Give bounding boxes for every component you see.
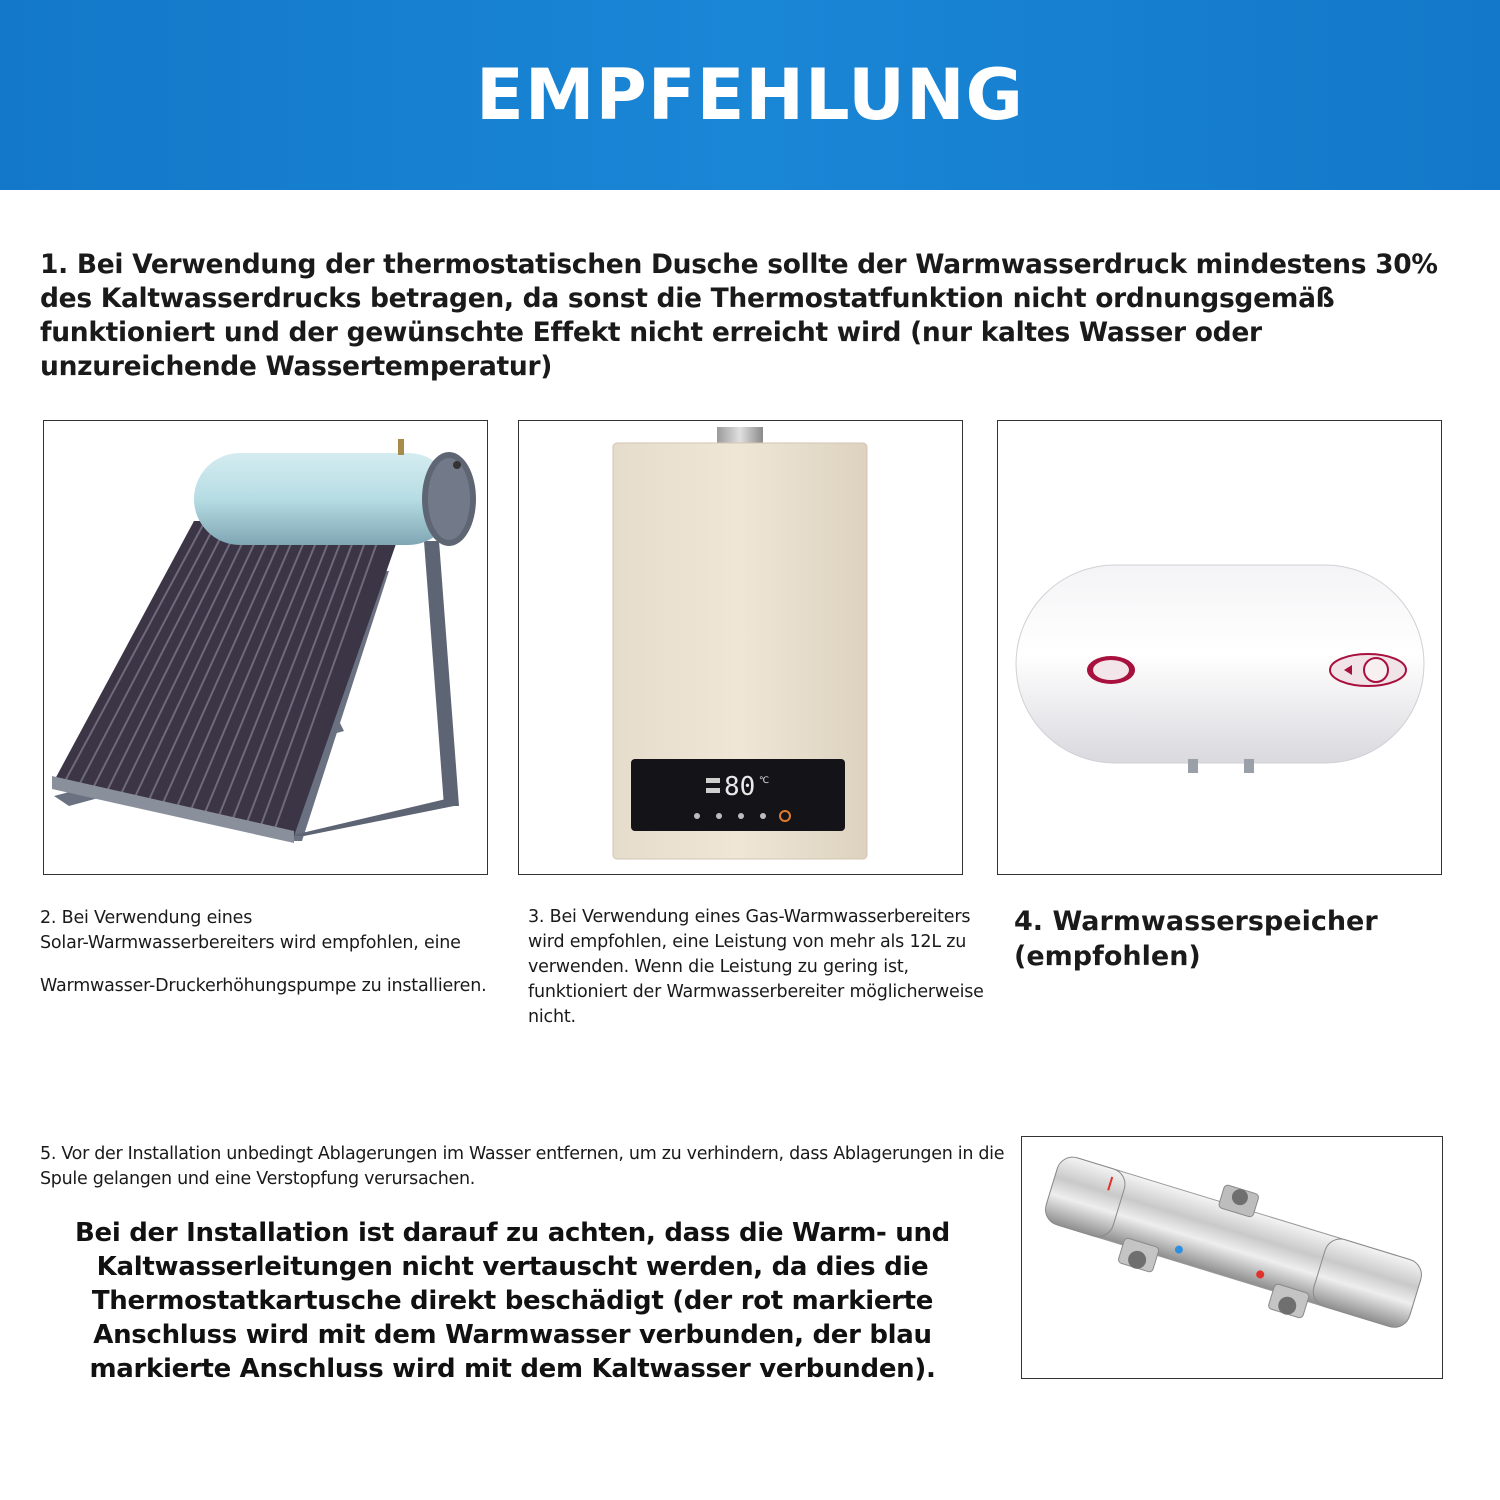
header-banner <box>0 0 1500 190</box>
caption-solar-line1: 2. Bei Verwendung eines <box>40 908 253 928</box>
thermostatic-valve-illustration <box>1022 1137 1442 1378</box>
installation-note: 5. Vor der Installation unbedingt Ablagerungen im Wasser entfernen, um zu verhindern, dass Ablagerungen in die Spule gelangen und eine Verstopfung verursachen. <box>40 1144 1005 1189</box>
intro-paragraph: 1. Bei Verwendung der thermostatischen Dusche sollte der Warmwasserdruck mindestens 30% des Kaltwasserdrucks betragen, da sonst die Thermostatfunktion nicht ordnungsgemäß funktioniert und der gewünschte Effekt nicht erreicht wird (nur kaltes Wasser oder unzureichende Wassertemperatur) <box>40 249 1438 382</box>
gas-heater-image <box>518 420 963 875</box>
caption-storage-line2: (empfohlen) <box>1014 941 1201 972</box>
storage-heater-illustration <box>998 421 1441 874</box>
gas-display-unit: ℃ <box>759 776 770 786</box>
storage-heater-image <box>997 420 1442 875</box>
solar-heater-image <box>43 420 488 875</box>
thermostatic-valve-image <box>1021 1136 1443 1379</box>
solar-heater-illustration <box>44 421 487 874</box>
gas-display-digits: 80 <box>724 772 756 802</box>
gas-heater-illustration <box>519 421 962 874</box>
caption-solar-line3: Warmwasser-Druckerhöhungspumpe zu installieren. <box>40 976 487 996</box>
caption-solar <box>40 906 520 999</box>
caption-solar-line2: Solar-Warmwasserbereiters wird empfohlen, eine <box>40 933 461 953</box>
caption-storage <box>1014 904 1454 974</box>
page-title: EMPFEHLUNG <box>476 54 1024 136</box>
caption-storage-line1: 4. Warmwasserspeicher <box>1014 906 1378 937</box>
caption-gas: 3. Bei Verwendung eines Gas-Warmwasserbereiters wird empfohlen, eine Leistung von mehr als 12L zu verwenden. Wenn die Leistung zu gering ist, funktioniert der Warmwasserbereiter möglicherweise nicht. <box>528 907 984 1027</box>
installation-warning: Bei der Installation ist darauf zu achten, dass die Warm- und Kaltwasserleitungen nicht vertauscht werden, da dies die Thermostatkartusche direkt beschädigt (der rot markierte Anschluss wird mit dem Warmwasser verbunden, der blau markierte Anschluss wird mit dem Kaltwasser verbunden). <box>75 1218 950 1384</box>
